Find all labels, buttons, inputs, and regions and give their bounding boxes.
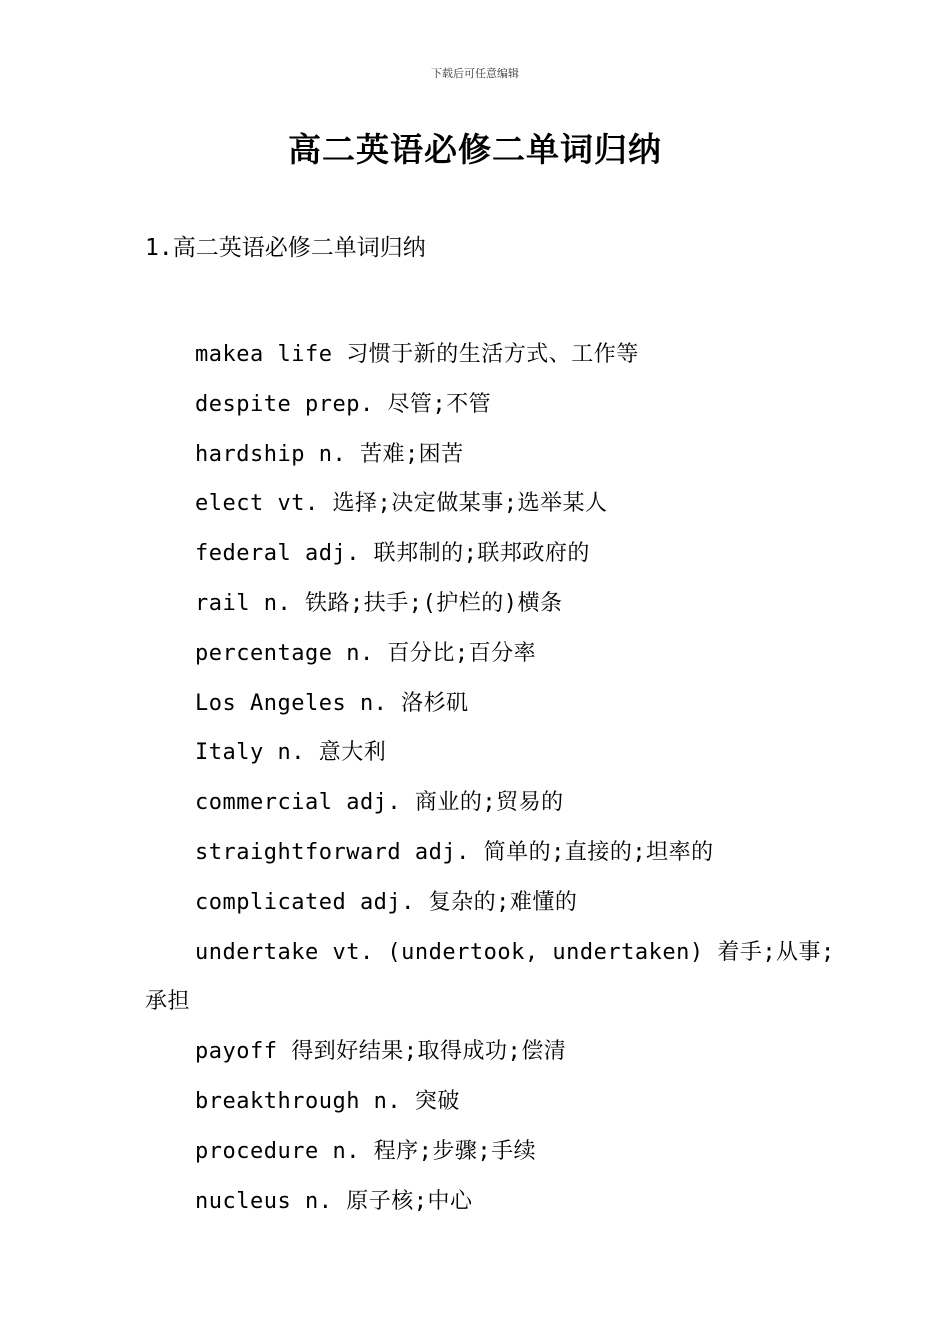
vocab-item: percentage n. 百分比;百分率 (195, 640, 537, 666)
vocab-item: breakthrough n. 突破 (195, 1088, 460, 1114)
vocab-item: undertake vt. (undertook, undertaken) 着手;从事;承担 (145, 939, 835, 1015)
page-title: 高二英语必修二单词归纳 (288, 130, 662, 169)
section-heading: 1.高二英语必修二单词归纳 (145, 235, 426, 261)
vocab-item: rail n. 铁路;扶手;(护栏的)横条 (195, 590, 563, 616)
vocab-list (145, 330, 835, 1226)
vocab-item: procedure n. 程序;步骤;手续 (195, 1138, 537, 1164)
vocab-item: nucleus n. 原子核;中心 (195, 1188, 473, 1214)
vocab-item: Italy n. 意大利 (195, 740, 387, 766)
vocab-item: despite prep. 尽管;不管 (195, 391, 492, 417)
vocab-item: makea life 习惯于新的生活方式、工作等 (195, 342, 639, 367)
vocab-item: Los Angeles n. 洛杉矶 (195, 690, 469, 716)
vocab-item: straightforward adj. 简单的;直接的;坦率的 (195, 839, 714, 865)
vocab-item: hardship n. 苦难;困苦 (195, 441, 464, 467)
header-note: 下载后可任意编辑 (431, 67, 519, 80)
vocab-item: elect vt. 选择;决定做某事;选举某人 (195, 491, 608, 517)
vocab-item: federal adj. 联邦制的;联邦政府的 (195, 541, 590, 567)
vocab-item: complicated adj. 复杂的;难懂的 (195, 889, 578, 915)
vocab-item: payoff 得到好结果;取得成功;偿清 (195, 1039, 567, 1065)
vocab-item: commercial adj. 商业的;贸易的 (195, 790, 564, 816)
